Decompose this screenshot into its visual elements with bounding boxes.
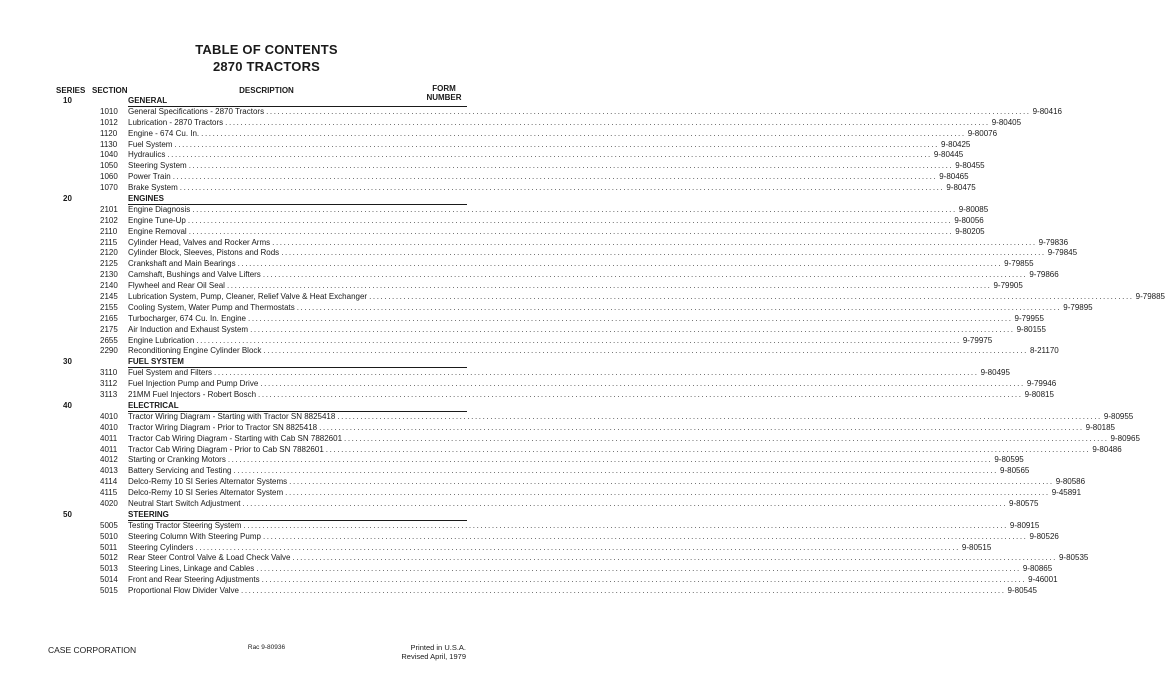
form-number: 9-80405 <box>991 117 1022 127</box>
entry-description: 21MM Fuel Injectors - Robert Bosch <box>128 390 257 400</box>
form-number: 9-80155 <box>1016 324 1046 334</box>
entry-line <box>128 422 1115 434</box>
section-number: 1120 <box>100 128 118 138</box>
toc-entry <box>0 259 1034 270</box>
category-heading: ELECTRICAL <box>128 400 179 410</box>
form-number: 9-80965 <box>1110 433 1140 443</box>
entry-line <box>128 368 1010 379</box>
dot-leader: ........................................................................................................................................................................................................ <box>225 117 990 127</box>
dot-leader: ........................................................................................................................................................................................................ <box>243 520 1008 530</box>
dot-leader: ........................................................................................................................................................................................................ <box>188 226 954 236</box>
section-number: 3110 <box>100 368 118 378</box>
form-number: 9-80185 <box>1085 422 1115 432</box>
dot-leader: ........................................................................................................................................................................................................ <box>188 161 954 171</box>
entry-description: General Specifications - 2870 Tractors <box>128 106 265 116</box>
form-number: 9-80445 <box>933 150 964 160</box>
section-number: 2290 <box>100 346 118 356</box>
toc-entry <box>0 411 1134 423</box>
document-subtitle: 2870 TRACTORS <box>212 59 321 74</box>
entry-description: Rear Steer Control Valve & Load Check Valve <box>128 553 291 563</box>
category-heading: GENERAL <box>128 96 168 105</box>
entry-line <box>128 411 1134 423</box>
entry-line <box>128 150 964 161</box>
toc-entry <box>0 335 993 347</box>
entry-line <box>128 466 1030 477</box>
category-underline <box>128 411 467 412</box>
entry-description: Power Train <box>128 172 171 182</box>
entry-description: Tractor Cab Wiring Diagram - Starting with Cab SN 7882601 <box>128 433 343 443</box>
dot-leader: ........................................................................................................................................................................................................ <box>337 411 1102 421</box>
form-number: 9-80486 <box>1092 444 1122 454</box>
toc-entry <box>0 433 1140 445</box>
entry-line <box>128 586 1037 597</box>
form-number: 9-80205 <box>955 226 985 236</box>
toc-entry <box>0 237 1069 249</box>
entry-line <box>128 248 1078 259</box>
dot-leader: ........................................................................................................................................................................................................ <box>285 488 1050 498</box>
toc-entry <box>0 117 1022 129</box>
series-number: 30 <box>63 357 72 367</box>
entry-line <box>128 553 1089 564</box>
form-number: 9-80475 <box>946 183 976 193</box>
toc-entry <box>0 106 1062 118</box>
dot-leader: ........................................................................................................................................................................................................ <box>172 172 938 182</box>
section-number: 5005 <box>100 520 118 530</box>
section-number: 2125 <box>100 259 118 269</box>
entry-line <box>128 183 976 194</box>
category-underline <box>128 520 467 521</box>
entry-line <box>128 237 1069 249</box>
series-number: 10 <box>63 96 72 105</box>
dot-leader: ........................................................................................................................................................................................................ <box>319 422 1084 432</box>
entry-description: Engine Tune-Up <box>128 215 186 225</box>
entry-line <box>128 292 1165 303</box>
entry-description: Engine Diagnosis <box>128 204 191 214</box>
toc-entry <box>0 379 1057 390</box>
dot-leader: ........................................................................................................................................................................................................ <box>261 575 1027 585</box>
toc-entry <box>0 226 985 238</box>
dot-leader: ........................................................................................................................................................................................................ <box>258 390 1023 400</box>
form-number: 9-80455 <box>955 161 985 171</box>
form-number: 9-80076 <box>967 128 998 138</box>
toc-entry <box>0 575 1058 586</box>
dot-leader: ........................................................................................................................................................................................................ <box>214 368 979 378</box>
entry-description: Flywheel and Rear Oil Seal <box>128 281 225 291</box>
entry-line <box>128 542 992 554</box>
form-number: 9-79946 <box>1026 379 1057 389</box>
form-number: 9-80545 <box>1007 586 1037 596</box>
form-number: 9-79885 <box>1135 292 1165 302</box>
category-heading: STEERING <box>128 509 169 519</box>
rac-number: Rac 9-80936 <box>247 644 286 651</box>
series-column-header: SERIES <box>56 86 86 95</box>
toc-entry <box>0 139 971 151</box>
toc-entry <box>0 553 1089 564</box>
entry-description: Cylinder Head, Valves and Rocker Arms <box>128 237 271 247</box>
dot-leader: ........................................................................................................................................................................................................ <box>292 553 1057 563</box>
entry-line <box>128 455 1024 466</box>
entry-line <box>128 106 1062 118</box>
entry-line <box>128 281 1023 292</box>
toc-entry <box>0 466 1030 477</box>
entry-description: Testing Tractor Steering System <box>128 520 242 530</box>
form-number: 9-80595 <box>994 455 1024 465</box>
form-number: 9-80515 <box>961 542 992 552</box>
entry-description: Camshaft, Bushings and Valve Lifters <box>128 270 261 280</box>
section-number: 4012 <box>100 455 118 465</box>
toc-entry <box>0 498 1039 510</box>
entry-description: Cooling System, Water Pump and Thermostats <box>128 302 295 312</box>
toc-entry <box>0 368 1010 379</box>
entry-line <box>128 433 1140 445</box>
toc-entry <box>0 444 1122 456</box>
entry-description: Engine - 674 Cu. In. <box>128 128 200 138</box>
table-of-contents <box>0 96 1165 597</box>
section-number: 1060 <box>100 172 118 182</box>
form-number: 9-80955 <box>1103 411 1134 421</box>
section-number: 1010 <box>100 106 118 116</box>
dot-leader: ........................................................................................................................................................................................................ <box>226 281 992 291</box>
dot-leader: ........................................................................................................................................................................................................ <box>237 259 1003 269</box>
company-name: CASE CORPORATION <box>48 645 137 655</box>
section-number: 2155 <box>100 302 118 312</box>
form-number: 9-80056 <box>954 215 984 225</box>
entry-line <box>128 498 1039 510</box>
toc-entry <box>0 531 1059 543</box>
entry-description: Lubrication - 2870 Tractors <box>128 117 224 127</box>
entry-description: Fuel Injection Pump and Pump Drive <box>128 379 259 389</box>
section-number: 1050 <box>100 161 118 171</box>
toc-entry <box>0 172 969 183</box>
form-number: 9-80425 <box>941 139 971 149</box>
section-number: 1040 <box>100 150 118 160</box>
toc-entry <box>0 270 1059 281</box>
dot-leader: ........................................................................................................................................................................................................ <box>272 237 1037 247</box>
entry-line <box>128 226 985 238</box>
form-number: 9-80565 <box>1000 466 1030 476</box>
section-number: 5014 <box>100 575 118 585</box>
dot-leader: ........................................................................................................................................................................................................ <box>195 542 960 552</box>
entry-line <box>128 324 1046 336</box>
toc-entry <box>0 302 1093 314</box>
section-column-header: SECTION <box>92 86 128 95</box>
form-number: 9-80085 <box>958 204 989 214</box>
entry-description: Proportional Flow Divider Valve <box>128 586 240 596</box>
dot-leader: ........................................................................................................................................................................................................ <box>233 466 998 476</box>
entry-description: Steering System <box>128 161 187 171</box>
dot-leader: ........................................................................................................................................................................................................ <box>174 139 939 149</box>
entry-description: Turbocharger, 674 Cu. In. Engine <box>128 313 246 323</box>
dot-leader: ........................................................................................................................................................................................................ <box>289 477 1054 487</box>
entry-description: Steering Lines, Linkage and Cables <box>128 564 255 574</box>
toc-entry <box>0 324 1046 336</box>
entry-description: Battery Servicing and Testing <box>128 466 232 476</box>
section-number: 2115 <box>100 237 118 247</box>
dot-leader: ........................................................................................................................................................................................................ <box>167 150 932 160</box>
entry-line <box>128 270 1059 281</box>
entry-description: Lubrication System, Pump, Cleaner, Relief Valve & Heat Exchanger <box>128 292 368 302</box>
section-number: 1012 <box>100 117 118 127</box>
section-number: 2175 <box>100 324 118 334</box>
dot-leader: ........................................................................................................................................................................................................ <box>281 248 1046 258</box>
form-number: 9-79866 <box>1029 270 1059 280</box>
section-number: 2130 <box>100 270 118 280</box>
section-number: 4020 <box>100 498 118 508</box>
entry-line <box>128 346 1059 357</box>
dot-leader: ........................................................................................................................................................................................................ <box>262 270 1028 280</box>
dot-leader: ........................................................................................................................................................................................................ <box>187 215 953 225</box>
print-info <box>401 643 466 661</box>
form-header-line-2: NUMBER <box>426 93 462 102</box>
entry-line <box>128 313 1044 325</box>
dot-leader: ........................................................................................................................................................................................................ <box>260 379 1025 389</box>
toc-entry <box>0 564 1053 575</box>
series-number: 40 <box>63 400 72 410</box>
toc-entry <box>0 292 1165 303</box>
category-heading: ENGINES <box>128 194 165 204</box>
dot-leader: ........................................................................................................................................................................................................ <box>192 204 957 214</box>
series-number: 50 <box>63 509 72 519</box>
toc-entry <box>0 455 1024 466</box>
form-number: 9-80815 <box>1024 390 1054 400</box>
form-number: 9-80495 <box>980 368 1010 378</box>
form-number: 9-79845 <box>1047 248 1078 258</box>
revised-date: Revised April, 1979 <box>401 652 466 661</box>
section-number: 1130 <box>100 139 118 149</box>
dot-leader: ........................................................................................................................................................................................................ <box>201 128 966 138</box>
entry-line <box>128 488 1082 499</box>
form-number: 9-79836 <box>1038 237 1069 247</box>
dot-leader: ........................................................................................................................................................................................................ <box>266 106 1031 116</box>
description-column-header: DESCRIPTION <box>239 86 294 95</box>
entry-description: Delco-Remy 10 SI Series Alternator Systems <box>128 477 288 487</box>
section-number: 2140 <box>100 281 118 291</box>
category-underline <box>128 204 467 205</box>
entry-line <box>128 204 989 216</box>
toc-entry <box>0 390 1054 401</box>
form-number: 9-45891 <box>1051 488 1082 498</box>
entry-line <box>128 117 1022 129</box>
printed-in: Printed in U.S.A. <box>410 643 466 652</box>
toc-entry <box>0 488 1082 499</box>
dot-leader: ........................................................................................................................................................................................................ <box>369 292 1134 302</box>
toc-entry <box>0 520 1040 532</box>
dot-leader: ........................................................................................................................................................................................................ <box>296 302 1062 312</box>
form-number: 9-80865 <box>1022 564 1053 574</box>
entry-description: Tractor Cab Wiring Diagram - Prior to Cab SN 7882601 <box>128 444 324 454</box>
section-number: 2101 <box>100 204 118 214</box>
series-number: 20 <box>63 194 72 204</box>
entry-description: Engine Removal <box>128 226 187 236</box>
entry-description: Front and Rear Steering Adjustments <box>128 575 260 585</box>
entry-description: Crankshaft and Main Bearings <box>128 259 236 269</box>
dot-leader: ........................................................................................................................................................................................................ <box>262 531 1028 541</box>
dot-leader: ........................................................................................................................................................................................................ <box>344 433 1109 443</box>
toc-entry <box>0 542 992 554</box>
toc-entry <box>0 215 984 227</box>
entry-description: Tractor Wiring Diagram - Starting with Tractor SN 8825418 <box>128 411 336 421</box>
section-number: 4114 <box>100 477 118 487</box>
section-number: 2120 <box>100 248 118 258</box>
section-number: 4013 <box>100 466 118 476</box>
section-number: 4115 <box>100 488 118 498</box>
entry-description: Brake System <box>128 183 178 193</box>
entry-description: Steering Column With Steering Pump <box>128 531 261 541</box>
form-header-line-1: FORM <box>432 84 456 93</box>
category-underline <box>128 106 467 107</box>
entry-description: Reconditioning Engine Cylinder Block <box>128 346 262 356</box>
entry-line <box>128 390 1054 401</box>
dot-leader: ........................................................................................................................................................................................................ <box>227 455 993 465</box>
dot-leader: ........................................................................................................................................................................................................ <box>250 324 1015 334</box>
form-number: 9-80575 <box>1009 498 1039 508</box>
toc-entry <box>0 204 989 216</box>
form-number: 9-80526 <box>1029 531 1059 541</box>
entry-description: Fuel System and Filters <box>128 368 213 378</box>
entry-description: Air Induction and Exhaust System <box>128 324 249 334</box>
form-number: 9-80535 <box>1058 553 1089 563</box>
toc-entry <box>0 248 1078 259</box>
section-number: 5015 <box>100 586 118 596</box>
entry-description: Hydraulics <box>128 150 166 160</box>
form-number: 9-46001 <box>1028 575 1058 585</box>
section-number: 4011 <box>100 444 118 454</box>
section-number: 5010 <box>100 531 118 541</box>
entry-line <box>128 444 1122 456</box>
form-number: 9-79955 <box>1014 313 1044 323</box>
form-number: 9-79895 <box>1063 302 1093 312</box>
section-number: 2102 <box>100 215 118 225</box>
toc-entry <box>0 586 1037 597</box>
toc-entry <box>0 183 976 194</box>
section-number: 5012 <box>100 553 118 563</box>
entry-description: Starting or Cranking Motors <box>128 455 226 465</box>
entry-line <box>128 477 1086 488</box>
entry-description: Tractor Wiring Diagram - Prior to Tractor SN 8825418 <box>128 422 318 432</box>
toc-entry <box>0 313 1044 325</box>
entry-line <box>128 335 993 347</box>
section-number: 3113 <box>100 390 118 400</box>
entry-line <box>128 128 998 140</box>
dot-leader: ........................................................................................................................................................................................................ <box>248 313 1013 323</box>
entry-line <box>128 215 984 227</box>
toc-entry <box>0 346 1059 357</box>
dot-leader: ........................................................................................................................................................................................................ <box>196 335 961 345</box>
section-number: 1070 <box>100 183 118 193</box>
dot-leader: ........................................................................................................................................................................................................ <box>325 444 1091 454</box>
section-number: 4011 <box>100 433 118 443</box>
dot-leader: ........................................................................................................................................................................................................ <box>179 183 945 193</box>
entry-description: Delco-Remy 10 SI Series Alternator System <box>128 488 284 498</box>
form-number: 9-79905 <box>993 281 1023 291</box>
entry-description: Steering Cylinders <box>128 542 194 552</box>
entry-line <box>128 575 1058 586</box>
form-number: 9-80586 <box>1055 477 1086 487</box>
section-number: 4010 <box>100 411 118 421</box>
dot-leader: ........................................................................................................................................................................................................ <box>256 564 1021 574</box>
section-number: 2145 <box>100 292 118 302</box>
form-number: 9-80915 <box>1009 520 1040 530</box>
toc-entry <box>0 161 985 172</box>
entry-description: Engine Lubrication <box>128 335 195 345</box>
section-number: 2110 <box>100 226 118 236</box>
section-number: 2165 <box>100 313 118 323</box>
entry-line <box>128 259 1034 270</box>
entry-line <box>128 564 1053 575</box>
dot-leader: ........................................................................................................................................................................................................ <box>242 498 1008 508</box>
entry-line <box>128 520 1040 532</box>
entry-line <box>128 379 1057 390</box>
entry-line <box>128 139 971 151</box>
toc-entry <box>0 281 1023 292</box>
dot-leader: ........................................................................................................................................................................................................ <box>241 586 1006 596</box>
form-number: 9-79855 <box>1004 259 1034 269</box>
section-number: 2655 <box>100 335 118 345</box>
section-number: 5011 <box>100 542 118 552</box>
toc-entry <box>0 150 964 161</box>
category-underline <box>128 367 467 368</box>
entry-line <box>128 172 969 183</box>
form-number: 9-80465 <box>939 172 969 182</box>
document-title: TABLE OF CONTENTS <box>195 42 338 57</box>
entry-description: Cylinder Block, Sleeves, Pistons and Rods <box>128 248 280 258</box>
form-number: 9-79975 <box>962 335 993 345</box>
section-number: 5013 <box>100 564 118 574</box>
toc-entry <box>0 477 1086 488</box>
form-number: 8-21170 <box>1029 346 1059 356</box>
entry-line <box>128 531 1059 543</box>
entry-line <box>128 302 1093 314</box>
form-number: 9-80416 <box>1032 106 1062 116</box>
section-number: 3112 <box>100 379 118 389</box>
category-heading: FUEL SYSTEM <box>128 357 184 367</box>
entry-description: Neutral Start Switch Adjustment <box>128 498 241 508</box>
toc-entry <box>0 422 1115 434</box>
entry-line <box>128 161 985 172</box>
section-number: 4010 <box>100 422 118 432</box>
entry-description: Fuel System <box>128 139 173 149</box>
dot-leader: ........................................................................................................................................................................................................ <box>263 346 1028 356</box>
toc-entry <box>0 128 998 140</box>
